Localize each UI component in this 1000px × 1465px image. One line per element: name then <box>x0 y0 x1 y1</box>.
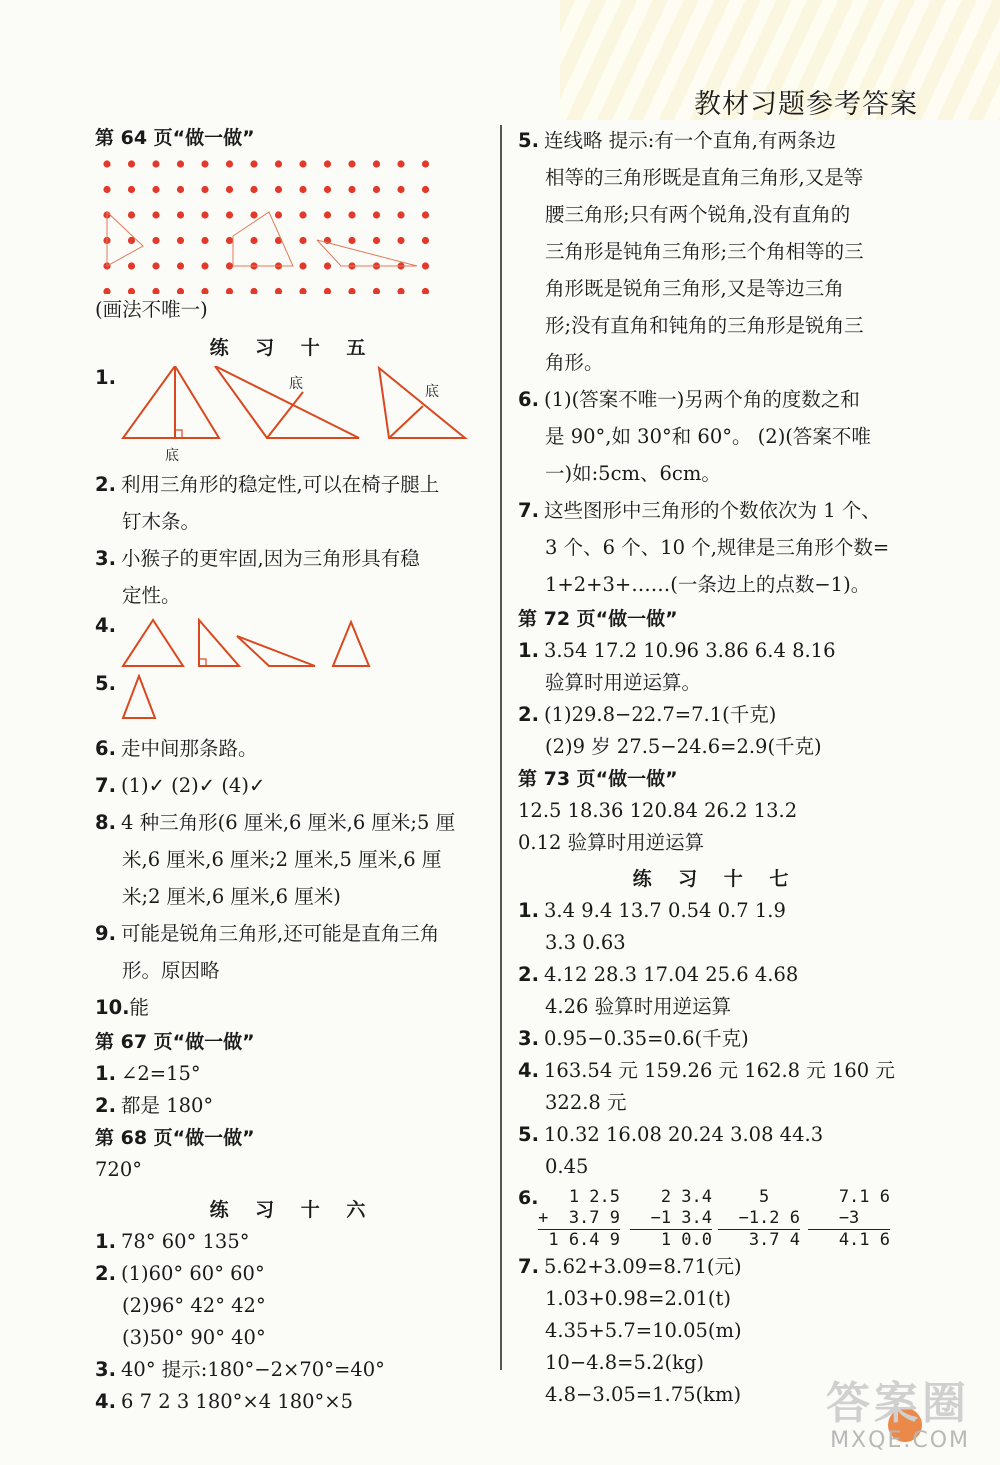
question-5 <box>518 1119 913 1151</box>
question-number: 5. <box>518 1123 539 1146</box>
grid-dot <box>324 262 331 269</box>
operand: 7.1 6 <box>838 1187 890 1207</box>
section-heading: 第 67 页“做一做” <box>95 1031 255 1053</box>
operand: 2 3.4 <box>660 1187 712 1207</box>
question-number: 4. <box>95 1390 116 1413</box>
grid-dot <box>348 211 355 218</box>
question-number: 4. <box>95 614 116 637</box>
question-6 <box>95 730 490 767</box>
base-label: 底 <box>165 448 179 464</box>
vertical-calc <box>630 1187 712 1251</box>
answer-text: 4.8−3.05=1.75(km) <box>545 1383 742 1406</box>
answer-text: 角形既是锐角三角形,又是等边三角 <box>545 277 844 300</box>
grid-dot <box>299 186 306 193</box>
answer-text: 3.3 0.63 <box>545 931 626 954</box>
q4-row <box>95 614 490 672</box>
grid-dot <box>103 186 110 193</box>
grid-dot <box>397 186 404 193</box>
answer-text: 5.62+3.09=8.71(元) <box>544 1255 742 1278</box>
question-6 <box>518 381 913 418</box>
grid-dot <box>324 186 331 193</box>
grid-dot <box>152 186 159 193</box>
grid-dot <box>373 288 380 294</box>
operand: −1.2 6 <box>738 1208 800 1228</box>
answer-text: 1+2+3+……(一条边上的点数−1)。 <box>545 573 871 596</box>
answer-text: 4 种三角形(6 厘米,6 厘米,6 厘米;5 厘 <box>121 811 456 834</box>
answer-text: 能 <box>129 996 150 1019</box>
answer-text: 走中间那条路。 <box>121 737 258 760</box>
question-8 <box>95 804 490 841</box>
question-number: 2. <box>95 1262 116 1285</box>
answer-text: 720° <box>95 1158 142 1181</box>
answer-text: 12.5 18.36 120.84 26.2 13.2 <box>518 799 798 822</box>
grid-dot <box>177 237 184 244</box>
exercise-title: 练 习 十 七 <box>632 868 799 890</box>
grid-dot <box>128 262 135 269</box>
answer-text: (3)50° 90° 40° <box>122 1326 266 1349</box>
watermark-logo: 答案圈 <box>826 1378 970 1429</box>
grid-dot <box>226 288 233 294</box>
answer-text: 1.03+0.98=2.01(t) <box>545 1287 731 1310</box>
answer-text: 0.45 <box>545 1155 589 1178</box>
answer-text: 可能是锐角三角形,还可能是直角三角 <box>121 922 440 945</box>
answer-text: 78° 60° 135° <box>121 1230 250 1253</box>
operand: + 3.7 9 <box>538 1208 620 1228</box>
answer-text: (2)9 岁 27.5−24.6=2.9(千克) <box>545 735 822 758</box>
vertical-calc <box>718 1187 800 1251</box>
exercise-title: 练 习 十 六 <box>209 1199 376 1221</box>
question-number: 6. <box>95 737 116 760</box>
page-header: 教材习题参考答案 <box>694 89 918 120</box>
answer-1 <box>95 1058 490 1090</box>
answer-text: 角形。 <box>545 351 604 374</box>
question-number: 2. <box>518 703 539 726</box>
base-label: 底 <box>289 376 303 392</box>
question-number: 9. <box>95 922 116 945</box>
answer-text: 10.32 16.08 20.24 3.08 44.3 <box>544 1123 824 1146</box>
grid-dot <box>397 211 404 218</box>
operand: −1 3.4 <box>650 1208 712 1228</box>
answer-text: 0.95−0.35=0.6(千克) <box>544 1027 749 1050</box>
question-5 <box>518 122 913 159</box>
question-4 <box>518 1055 913 1087</box>
grid-dot <box>177 160 184 167</box>
question-number: 2. <box>95 473 116 496</box>
dot-grid-figure <box>95 154 435 294</box>
answer-text: 形。原因略 <box>122 959 220 982</box>
question-number: 3. <box>518 1027 539 1050</box>
question-3 <box>518 1023 913 1055</box>
q4-triangles <box>119 618 379 674</box>
vertical-calc <box>808 1187 890 1251</box>
question-number: 7. <box>95 774 116 797</box>
answer-text: 3.4 9.4 13.7 0.54 0.7 1.9 <box>544 899 786 922</box>
grid-dot <box>373 160 380 167</box>
question-number: 2. <box>518 963 539 986</box>
question-number: 1. <box>518 639 539 662</box>
answer-text: 3.54 17.2 10.96 3.86 6.4 8.16 <box>544 639 836 662</box>
result: 1 6.4 9 <box>538 1229 620 1251</box>
grid-dot <box>275 288 282 294</box>
grid-dot <box>324 288 331 294</box>
grid-dot <box>250 186 257 193</box>
grid-dot <box>152 262 159 269</box>
grid-dot <box>226 237 233 244</box>
question-7 <box>95 767 490 804</box>
grid-dot <box>397 160 404 167</box>
question-7 <box>518 1251 913 1283</box>
grid-dot <box>250 237 257 244</box>
grid-dot <box>128 160 135 167</box>
q1-row <box>95 366 490 466</box>
grid-dot <box>226 211 233 218</box>
grid-dot <box>250 160 257 167</box>
grid-dot <box>152 160 159 167</box>
grid-dot <box>226 262 233 269</box>
question-number: 7. <box>518 499 539 522</box>
grid-dot <box>250 211 257 218</box>
grid-dot <box>422 288 429 294</box>
grid-dot <box>324 160 331 167</box>
exercise-title: 练 习 十 五 <box>209 337 376 359</box>
operand: 5 <box>759 1187 800 1207</box>
answer-text: 验算时用逆运算。 <box>545 671 702 694</box>
column-divider <box>500 125 502 1370</box>
answer-text: 米,6 厘米,6 厘米;2 厘米,5 厘米,6 厘 <box>122 848 442 871</box>
grid-dot <box>299 211 306 218</box>
grid-dot <box>373 211 380 218</box>
grid-dot <box>397 237 404 244</box>
answer-text: 腰三角形;只有两个锐角,没有直角的 <box>545 203 851 226</box>
question-2 <box>518 959 913 991</box>
question-2 <box>95 466 490 503</box>
grid-dot <box>201 186 208 193</box>
left-column <box>95 122 490 1418</box>
question-2 <box>95 1258 490 1290</box>
grid-dot <box>422 160 429 167</box>
question-number: 6. <box>518 1187 539 1209</box>
grid-dot <box>201 211 208 218</box>
section-heading: 第 73 页“做一做” <box>518 768 678 790</box>
grid-dot <box>275 186 282 193</box>
operand: 1 2.5 <box>568 1187 620 1207</box>
question-number: 7. <box>518 1255 539 1278</box>
vertical-calculations <box>518 1187 913 1251</box>
answer-text: (1)29.8−22.7=7.1(千克) <box>544 703 777 726</box>
answer-text: 40° 提示:180°−2×70°=40° <box>121 1358 385 1381</box>
grid-dot <box>324 211 331 218</box>
grid-dot <box>299 160 306 167</box>
grid-dot <box>422 211 429 218</box>
result: 4.1 6 <box>808 1229 890 1251</box>
question-4 <box>95 1386 490 1418</box>
q5-triangle <box>119 674 179 730</box>
grid-dot <box>226 186 233 193</box>
answer-text: 10−4.8=5.2(kg) <box>545 1351 705 1374</box>
question-1 <box>95 1226 490 1258</box>
answer-text: 4.12 28.3 17.04 25.6 4.68 <box>544 963 799 986</box>
section-heading: 第 72 页“做一做” <box>518 608 678 630</box>
grid-dot <box>103 160 110 167</box>
question-number: 6. <box>518 388 539 411</box>
grid-dot <box>397 288 404 294</box>
right-column <box>518 122 913 1411</box>
answer-text: 4.26 验算时用逆运算 <box>545 995 732 1018</box>
grid-dot <box>299 262 306 269</box>
grid-dot <box>348 160 355 167</box>
grid-dot <box>348 237 355 244</box>
question-number: 3. <box>95 547 116 570</box>
grid-dot <box>373 237 380 244</box>
grid-dot <box>152 211 159 218</box>
operand: −3 <box>838 1208 890 1228</box>
grid-dot <box>348 288 355 294</box>
question-number: 8. <box>95 811 116 834</box>
vertical-calc <box>538 1187 620 1251</box>
grid-dot <box>177 262 184 269</box>
grid-dot <box>299 288 306 294</box>
answer-text: 利用三角形的稳定性,可以在椅子腿上 <box>121 473 440 496</box>
question-number: 4. <box>518 1059 539 1082</box>
answer-text: 定性。 <box>122 584 181 607</box>
grid-dot <box>201 160 208 167</box>
question-number: 2. <box>95 1094 116 1117</box>
answer-text: 0.12 验算时用逆运算 <box>518 831 705 854</box>
section-heading: 第 68 页“做一做” <box>95 1127 255 1149</box>
question-number: 1. <box>95 366 116 389</box>
section-heading: 第 64 页“做一做” <box>95 127 255 149</box>
note-text: (画法不唯一) <box>95 298 208 321</box>
grid-dot <box>226 160 233 167</box>
answer-text: (1)60° 60° 60° <box>121 1262 265 1285</box>
answer-text: 相等的三角形既是直角三角形,又是等 <box>545 166 864 189</box>
question-number: 10. <box>95 996 130 1019</box>
question-number: 1. <box>95 1230 116 1253</box>
answer-text: 小猴子的更牢固,因为三角形具有稳 <box>121 547 420 570</box>
question-number: 1. <box>95 1062 116 1085</box>
answer-text: 322.8 元 <box>545 1091 627 1114</box>
grid-dot <box>299 237 306 244</box>
question-9 <box>95 915 490 952</box>
answer-text: 形;没有直角和钝角的三角形是锐角三 <box>545 314 864 337</box>
question-number: 5. <box>518 129 539 152</box>
grid-dot <box>201 237 208 244</box>
grid-dot <box>201 262 208 269</box>
question-number: 1. <box>518 899 539 922</box>
answer-text: 连线略 提示:有一个直角,有两条边 <box>544 129 836 152</box>
answer-text: 3 个、6 个、10 个,规律是三角形个数= <box>545 536 890 559</box>
answer-text: 三角形是钝角三角形;三个角相等的三 <box>545 240 864 263</box>
dot-grid <box>103 160 429 294</box>
q1-triangles <box>119 366 489 466</box>
grid-dot <box>128 186 135 193</box>
answer-2 <box>95 1090 490 1122</box>
watermark-url: MXQE.COM <box>830 1428 970 1453</box>
answer-2 <box>518 699 913 731</box>
grid-dot <box>128 211 135 218</box>
grid-dot <box>373 186 380 193</box>
question-7 <box>518 492 913 529</box>
result: 1 0.0 <box>630 1229 712 1251</box>
grid-dot <box>250 288 257 294</box>
question-number: 3. <box>95 1358 116 1381</box>
answer-text: 4.35+5.7=10.05(m) <box>545 1319 742 1342</box>
answer-text: (2)96° 42° 42° <box>122 1294 266 1317</box>
answer-text: 163.54 元 159.26 元 162.8 元 160 元 <box>544 1059 895 1082</box>
answer-text: 6 7 2 3 180°×4 180°×5 <box>121 1390 354 1413</box>
answer-text: (1)✓ (2)✓ (4)✓ <box>121 774 266 797</box>
question-number: 5. <box>95 672 116 695</box>
q5-row <box>95 672 490 730</box>
question-3 <box>95 540 490 577</box>
grid-dot <box>422 262 429 269</box>
grid-dot <box>275 160 282 167</box>
answer-text: 都是 180° <box>121 1094 214 1117</box>
grid-dot <box>275 211 282 218</box>
grid-dot <box>177 211 184 218</box>
watermark <box>826 1380 970 1453</box>
question-1 <box>518 895 913 927</box>
answer-text: 钉木条。 <box>122 510 201 533</box>
grid-dot <box>348 186 355 193</box>
answer-text: (1)(答案不唯一)另两个角的度数之和 <box>544 388 860 411</box>
question-10 <box>95 989 490 1026</box>
grid-dot <box>177 186 184 193</box>
result: 3.7 4 <box>718 1229 800 1251</box>
grid-dot <box>422 186 429 193</box>
answer-text: ∠2=15° <box>121 1062 201 1085</box>
question-3 <box>95 1354 490 1386</box>
grid-dot <box>152 237 159 244</box>
answer-text: 一)如:5cm、6cm。 <box>545 462 721 485</box>
answer-text: 是 90°,如 30°和 60°。 (2)(答案不唯 <box>545 425 871 448</box>
answer-text: 这些图形中三角形的个数依次为 1 个、 <box>544 499 881 522</box>
grid-dot <box>422 237 429 244</box>
answer-text: 米;2 厘米,6 厘米,6 厘米) <box>122 885 341 908</box>
base-label: 底 <box>425 384 439 400</box>
answer-1 <box>518 635 913 667</box>
